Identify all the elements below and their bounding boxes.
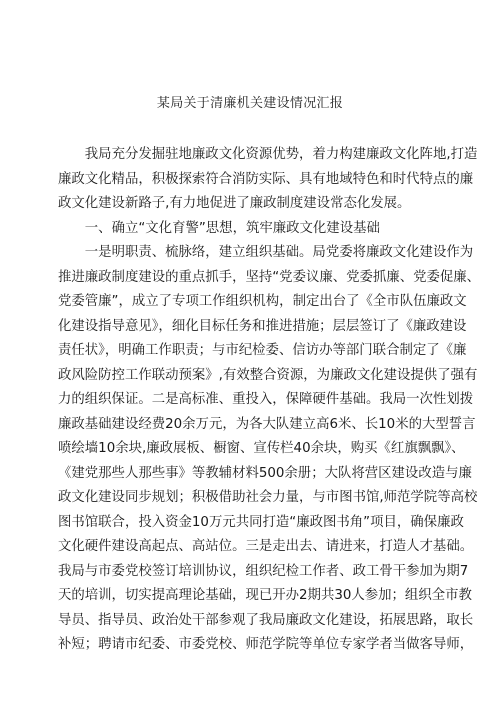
text-line: 党委管廉”，成立了专项工作组织机构，制定出台了《全市队伍廉政文 xyxy=(58,294,467,309)
text-line: 推进廉政制度建设的重点抓手，坚持“党委议廉、党委抓廉、党委促廉、 xyxy=(58,269,481,285)
text-line: 廉政基础建设经费20余万元，为各大队建立高6米、长10米的大型誓言 xyxy=(58,416,476,432)
text-line: 《建党那些人那些事》等教辅材料500余册；大队将营区建设改造与廉 xyxy=(58,465,472,481)
text-line: 政风险防控工作联动预案》,有效整合资源，为廉政文化建设提供了强有 xyxy=(58,367,478,383)
text-line: 政文化建设新路子,有力地促进了廉政制度建设常态化发展。 xyxy=(58,196,411,211)
text-line: 天的培训，切实提高理论基础，现已开办2期共30人参加；组织全市教 xyxy=(58,588,472,603)
paragraph-intro xyxy=(58,143,478,217)
text-line: 导员、指导员、政治处干部参观了我局廉政文化建设，拓展思路，取长 xyxy=(58,612,474,628)
text-line: 化建设指导意见》，细化目标任务和推进措施；层层签订了《廉政建设 xyxy=(58,318,467,334)
text-line: 我局与市委党校签订培训协议，组织纪检工作者、政工骨干参加为期7 xyxy=(58,563,469,579)
text-line: 责任状》，明确工作职责；与市纪检委、信访办等部门联合制定了《廉 xyxy=(58,343,467,358)
text-line: 力的组织保证。二是高标准、重投入，保障硬件基础。我局一次性划拨 xyxy=(58,392,474,407)
text-line: 一是明职责、梳脉络，建立组织基础。局党委将廉政文化建设作为 xyxy=(84,245,474,260)
text-line: 图书馆联合，投入资金10万元共同打造“廉政图书角”项目，确保廉政 xyxy=(58,514,464,530)
text-line: 廉政文化精品，积极探索符合消防实际、具有地域特色和时代特点的廉 xyxy=(58,171,474,187)
text-line: 文化硬件建设高起点、高站位。三是走出去、请进来，打造人才基础。 xyxy=(58,539,474,554)
text-line: 我局充分发掘驻地廉政文化资源优势，着力构建廉政文化阵地,打造 xyxy=(84,147,478,162)
text-line: 补短；聘请市纪委、市委党校、师范学院等单位专家学者当做客导师， xyxy=(58,637,474,652)
paragraph-body xyxy=(58,241,481,658)
text-line: 喷绘墙10余块,廉政展板、橱窗、宣传栏40余块，购买《红旗飘飘》、 xyxy=(58,441,465,456)
document-body xyxy=(58,143,481,658)
text-line: 一、确立“文化育警”思想，筑牢廉政文化建设基础 xyxy=(84,220,380,236)
text-line: 政文化建设同步规划；积极借助社会力量，与市图书馆,师范学院等高校 xyxy=(58,490,478,505)
section-heading xyxy=(58,217,453,242)
document-title: 某局关于清廉机关建设情况汇报 xyxy=(156,96,344,111)
